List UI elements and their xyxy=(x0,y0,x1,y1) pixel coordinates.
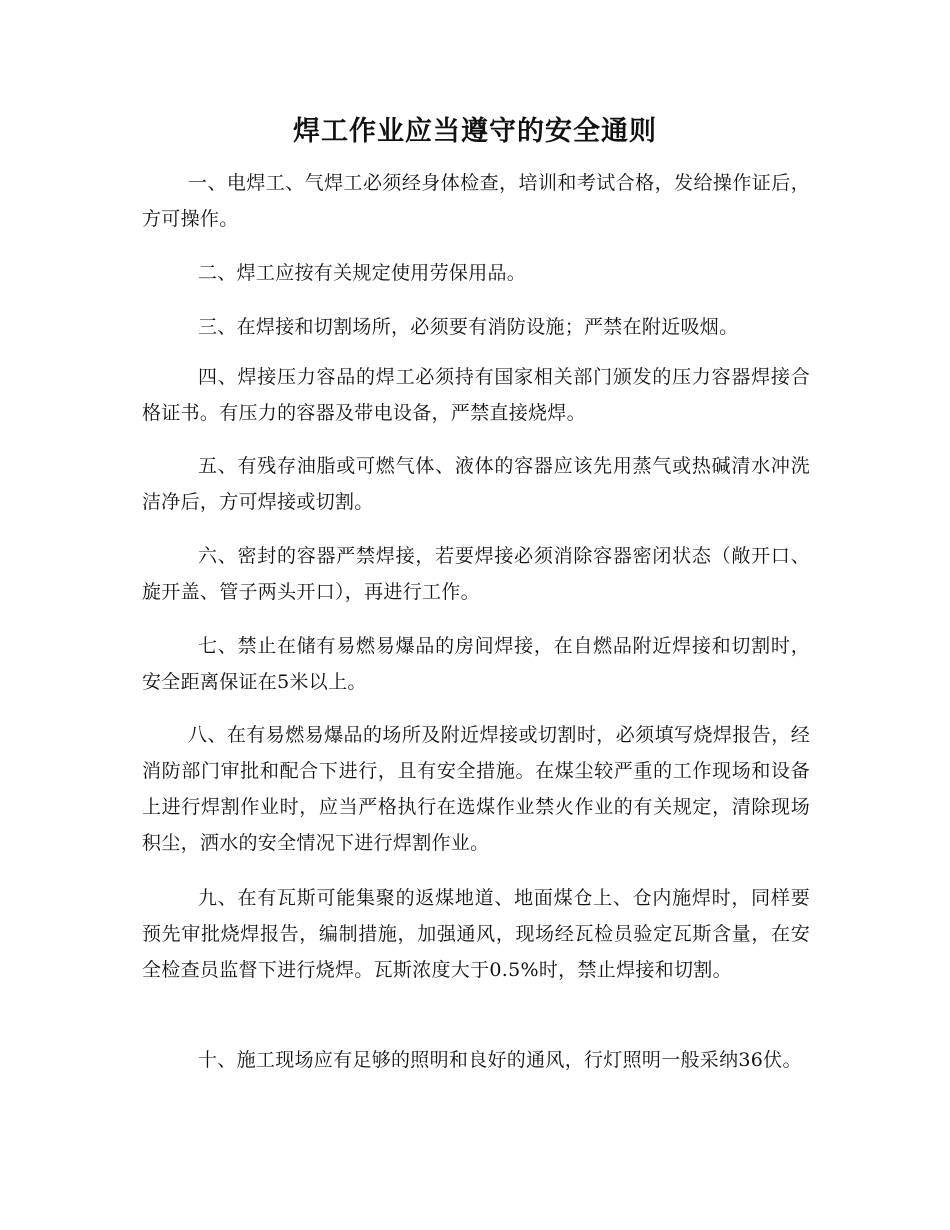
rule-7-paragraph: 七、禁止在储有易燃易爆品的房间焊接，在自燃品附近焊接和切割时，安全距离保证在5米以上。 xyxy=(142,635,810,693)
document-title: 焊工作业应当遵守的安全通则 xyxy=(293,116,657,147)
rule-5-paragraph: 五、有残存油脂或可燃气体、液体的容器应该先用蒸气或热碱清水冲洗洁净后，方可焊接或切割。 xyxy=(142,455,810,513)
rule-9-paragraph: 九、在有瓦斯可能集聚的返煤地道、地面煤仓上、仓内施焊时，同样要预先审批烧焊报告，编制措施，加强通风，现场经瓦检员验定瓦斯含量，在安全检查员监督下进行烧焊。瓦斯浓度大于0.5%时，禁止焊接和切割。 xyxy=(142,887,810,981)
rule-1-paragraph: 一、电焊工、气焊工必须经身体检查，培训和考试合格，发给操作证后，方可操作。 xyxy=(142,172,810,230)
rule-8-paragraph: 八、在有易燃易爆品的场所及附近焊接或切割时，必须填写烧焊报告，经消防部门审批和配合下进行，且有安全措施。在煤尘较严重的工作现场和设备上进行焊割作业时，应当严格执行在选煤作业禁火作业的有关规定，清除现场积尘，洒水的安全情况下进行焊割作业。 xyxy=(142,724,810,854)
rule-2-paragraph: 二、焊工应按有关规定使用劳保用品。 xyxy=(198,262,527,284)
rule-10-paragraph: 十、施工现场应有足够的照明和良好的通风，行灯照明一般采纳36伏。 xyxy=(198,1049,802,1071)
rule-4-paragraph: 四、焊接压力容品的焊工必须持有国家相关部门颁发的压力容器焊接合格证书。有压力的容器及带电设备，严禁直接烧焊。 xyxy=(142,366,810,424)
rule-3-paragraph: 三、在焊接和切割场所，必须要有消防设施；严禁在附近吸烟。 xyxy=(198,316,739,338)
rule-6-paragraph: 六、密封的容器严禁焊接，若要焊接必须消除容器密闭状态（敞开口、旋开盖、管子两头开口），再进行工作。 xyxy=(142,545,810,603)
